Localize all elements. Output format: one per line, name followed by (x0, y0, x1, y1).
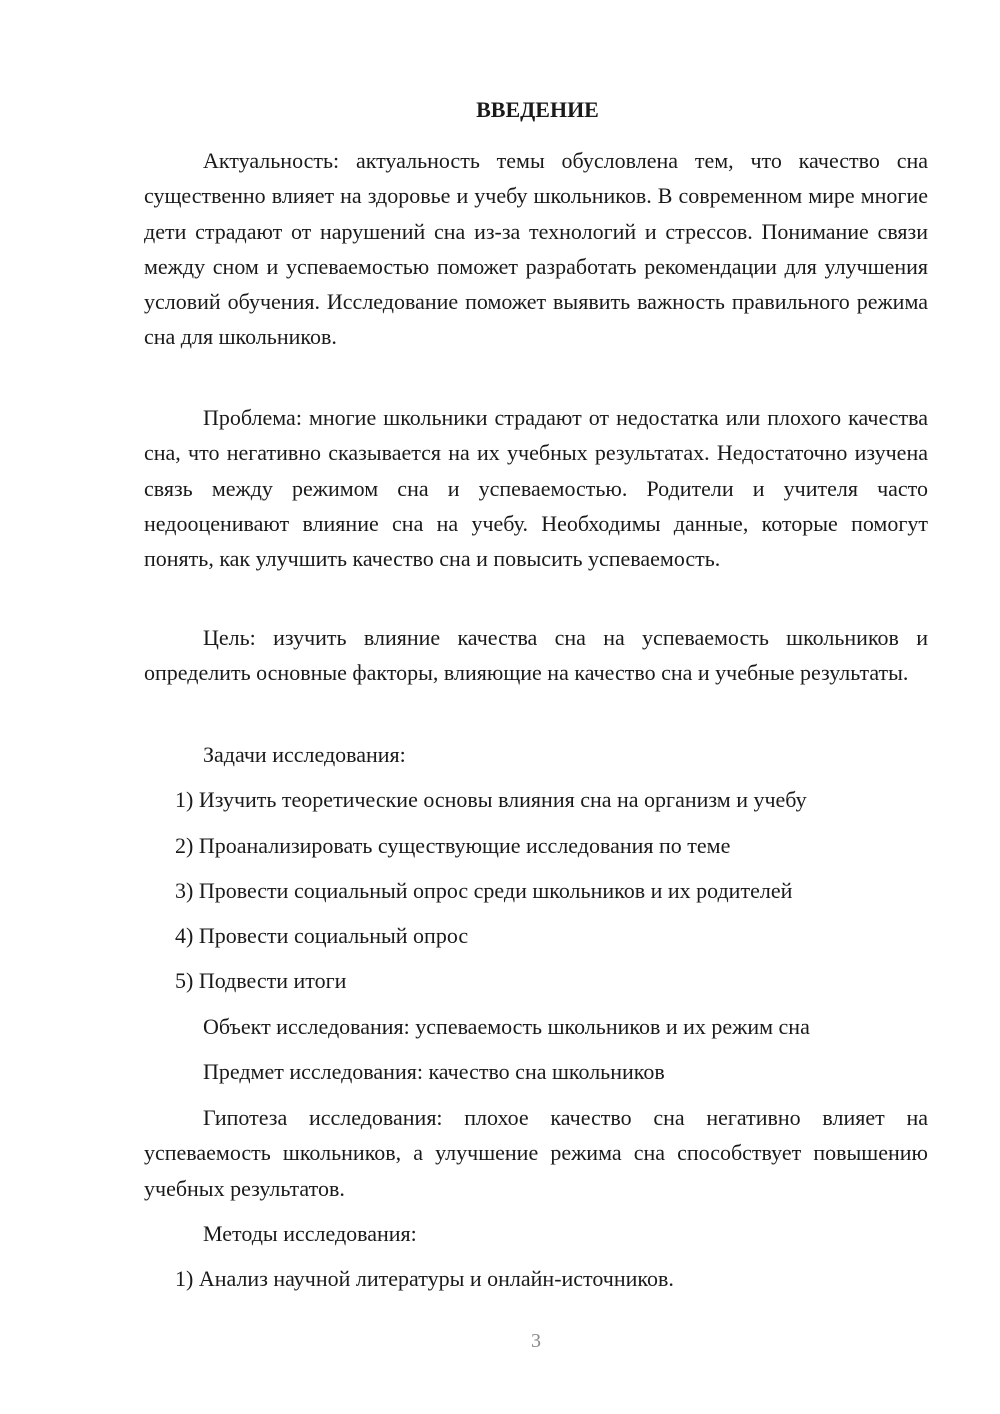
subject-line: Предмет исследования: качество сна школьников (203, 1059, 665, 1084)
method-item: 1) Анализ научной литературы и онлайн-источников. (175, 1266, 674, 1291)
relevance-paragraph: Актуальность: актуальность темы обусловлена тем, что качество сна существенно влияет на здоровье и учебу школьников. В современном мире многие дети страдают от нарушений сна из-за технологий и стрессов. Понимание связи между сном и успеваемостью поможет разработать рекомендации для улучшения условий обучения. Исследование поможет выявить важность правильного режима сна для школьников. (144, 148, 928, 350)
task-item: 3) Провести социальный опрос среди школьников и их родителей (175, 878, 793, 903)
goal-paragraph: Цель: изучить влияние качества сна на успеваемость школьников и определить основные факторы, влияющие на качество сна и учебные результаты. (144, 625, 928, 686)
problem-paragraph: Проблема: многие школьники страдают от недостатка или плохого качества сна, что негативно сказывается на их учебных результатах. Недостаточно изучена связь между режимом сна и успеваемостью. Родители и учителя часто недооценивают влияние сна на учебу. Необходимы данные, которые помогут понять, как улучшить качество сна и повысить успеваемость. (144, 405, 928, 572)
methods-title: Методы исследования: (203, 1221, 417, 1246)
task-item: 2) Проанализировать существующие исследования по теме (175, 833, 731, 858)
section-heading: ВВЕДЕНИЕ (476, 97, 599, 122)
task-item: 5) Подвести итоги (175, 968, 347, 993)
task-item: 4) Провести социальный опрос (175, 923, 469, 948)
object-line: Объект исследования: успеваемость школьников и их режим сна (203, 1014, 810, 1039)
task-item: 1) Изучить теоретические основы влияния сна на организм и учебу (175, 787, 807, 812)
page-number: 3 (531, 1330, 541, 1352)
hypothesis-paragraph: Гипотеза исследования: плохое качество сна негативно влияет на успеваемость школьников, а улучшение режима сна способствует повышению учебных результатов. (144, 1105, 928, 1201)
tasks-title: Задачи исследования: (203, 742, 406, 767)
